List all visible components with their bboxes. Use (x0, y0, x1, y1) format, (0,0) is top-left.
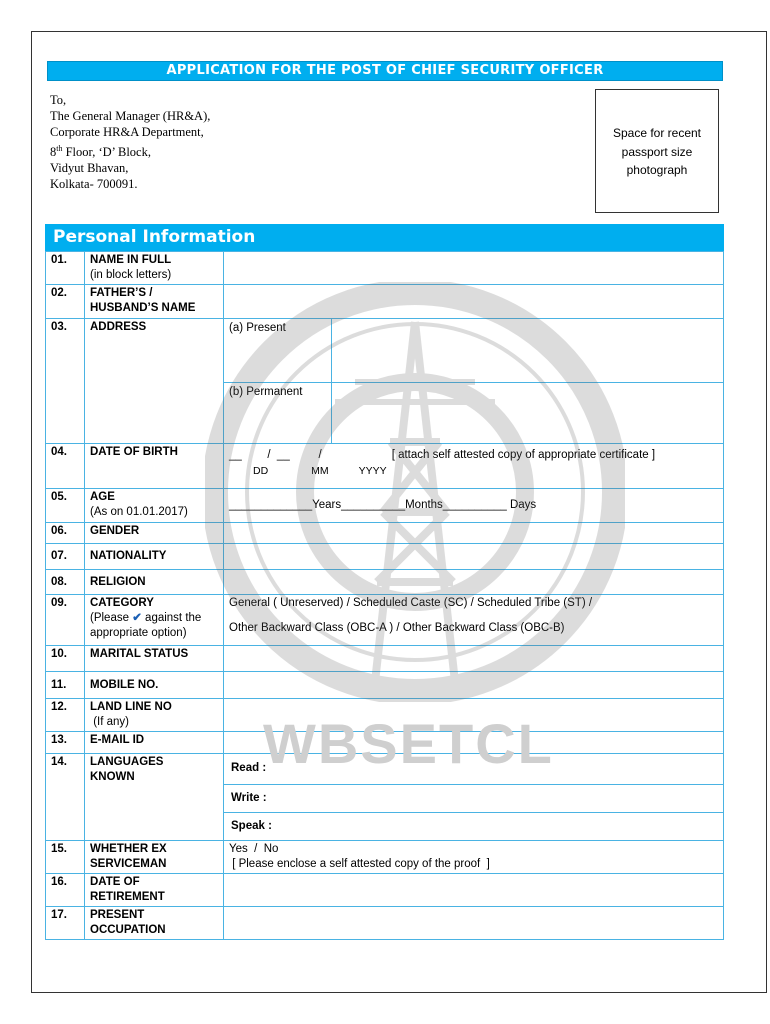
label-sub: (As on 01.01.2017) (90, 506, 188, 518)
label-address: ADDRESS (90, 321, 147, 333)
address-to: To, (50, 93, 67, 107)
email-field[interactable] (224, 732, 724, 754)
photo-box[interactable] (595, 89, 719, 213)
row-label (85, 595, 224, 646)
form-title: APPLICATION FOR THE POST OF CHIEF SECURITY OFFICER (47, 61, 723, 81)
mobile-field[interactable] (224, 672, 724, 699)
row-number: 08. (46, 570, 85, 595)
proof-note: [ Please enclose a self attested copy of the proof ] (229, 858, 490, 870)
label-retirement: RETIREMENT (90, 891, 165, 903)
row-number: 10. (46, 646, 85, 672)
address-cell (224, 319, 724, 444)
label-known: KNOWN (90, 771, 135, 783)
row-label (85, 732, 224, 754)
photo-text-line3: photograph (626, 163, 688, 177)
label-age: AGE (90, 491, 115, 503)
row-number: 01. (46, 252, 85, 285)
row-number: 16. (46, 874, 85, 907)
row-label (85, 646, 224, 672)
row-languages (46, 754, 724, 841)
ex-serviceman-field[interactable] (224, 841, 724, 874)
dob-dd: DD (253, 465, 269, 477)
label-ex-serviceman: WHETHER EX (90, 843, 167, 855)
label-present: PRESENT (90, 909, 145, 921)
photo-text-line2: passport size (621, 144, 693, 159)
retirement-field[interactable] (224, 874, 724, 907)
name-field[interactable] (224, 252, 724, 285)
address-floor-rest: Floor, ‘D’ Block, (62, 144, 151, 159)
gender-field[interactable] (224, 523, 724, 544)
row-gender (46, 523, 724, 544)
row-label (85, 672, 224, 699)
yes-no-option[interactable]: Yes / No (229, 843, 279, 855)
label-dob: DATE OF BIRTH (90, 446, 178, 458)
row-label (85, 489, 224, 523)
label-category: CATEGORY (90, 597, 154, 609)
row-number: 03. (46, 319, 85, 444)
personal-info-table (45, 251, 724, 940)
label-mobile: MOBILE NO. (90, 678, 159, 691)
label-religion: RELIGION (90, 575, 146, 588)
row-label (85, 699, 224, 732)
row-ex-serviceman (46, 841, 724, 874)
age-field[interactable] (224, 489, 724, 523)
label-email: E-MAIL ID (90, 734, 145, 746)
landline-field[interactable] (224, 699, 724, 732)
write-field[interactable]: Write : (224, 784, 723, 812)
dob-mm: MM (311, 465, 329, 477)
label-landline: LAND LINE NO (90, 701, 172, 713)
label-languages: LANGUAGES (90, 756, 164, 768)
label-serviceman: SERVICEMAN (90, 858, 167, 870)
label-sub: (If any) (90, 716, 129, 728)
dob-blanks: __ / __ / (229, 449, 322, 461)
dob-field[interactable] (224, 444, 724, 489)
address-floor-number: 8 (50, 144, 57, 159)
row-label (85, 252, 224, 285)
row-age (46, 489, 724, 523)
address-line2: Corporate HR&A Department, (50, 125, 204, 140)
category-field[interactable] (224, 595, 724, 646)
category-options-line1[interactable]: General ( Unreserved) / Scheduled Caste (SC) / Scheduled Tribe (ST) / (229, 597, 593, 609)
marital-status-field[interactable] (224, 646, 724, 672)
row-retirement (46, 874, 724, 907)
dob-yyyy: YYYY (358, 465, 387, 477)
section-personal-information: Personal Information (45, 224, 724, 251)
address-line5: Kolkata- 700091. (50, 177, 138, 192)
row-religion (46, 570, 724, 595)
row-label (85, 874, 224, 907)
row-label (85, 841, 224, 874)
watermark-text: WBSETCL (263, 712, 554, 775)
label-marital-status: MARITAL STATUS (90, 648, 189, 660)
dob-note: [ attach self attested copy of appropriate certificate ] (391, 449, 656, 461)
row-mobile (46, 672, 724, 699)
row-marital-status (46, 646, 724, 672)
row-category (46, 595, 724, 646)
row-number: 02. (46, 285, 85, 319)
label-nationality: NATIONALITY (90, 550, 167, 562)
row-label (85, 444, 224, 489)
nationality-field[interactable] (224, 544, 724, 570)
label-date-of: DATE OF (90, 876, 140, 888)
row-email (46, 732, 724, 754)
address-line1: The General Manager (HR&A), (50, 109, 211, 124)
address-floor-suffix: th (56, 143, 63, 153)
row-number: 09. (46, 595, 85, 646)
row-number: 05. (46, 489, 85, 523)
label-sub: (in block letters) (90, 269, 172, 281)
row-nationality (46, 544, 724, 570)
address-line4: Vidyut Bhavan, (50, 160, 129, 175)
row-dob (46, 444, 724, 489)
present-address-field[interactable] (332, 319, 724, 382)
row-landline (46, 699, 724, 732)
permanent-address-label: (b) Permanent (224, 382, 332, 443)
row-label (85, 523, 224, 544)
row-number: 11. (46, 672, 85, 699)
row-label (85, 319, 224, 444)
present-address-label: (a) Present (224, 319, 332, 382)
row-number: 17. (46, 907, 85, 940)
row-number: 13. (46, 732, 85, 754)
category-options-line2[interactable]: Other Backward Class (OBC-A ) / Other Backward Class (OBC-B) (229, 622, 565, 634)
address-line3 (50, 141, 210, 160)
label-name: NAME IN FULL (90, 254, 172, 266)
row-father-name (46, 285, 724, 319)
recipient-address (50, 92, 210, 192)
row-number: 15. (46, 841, 85, 874)
row-number: 04. (46, 444, 85, 489)
label-sub: (Please (90, 612, 129, 624)
age-blanks: _____________Years__________Months__________ Days (229, 499, 537, 511)
label-father: FATHER’S / (90, 287, 153, 299)
religion-field[interactable] (224, 570, 724, 595)
label-husband: HUSBAND’S NAME (90, 302, 196, 314)
row-label (85, 544, 224, 570)
row-label (85, 754, 224, 841)
row-label (85, 285, 224, 319)
label-sub: against the (145, 612, 202, 624)
row-number: 14. (46, 754, 85, 841)
label-occupation: OCCUPATION (90, 924, 166, 936)
row-label (85, 907, 224, 940)
row-number: 06. (46, 523, 85, 544)
languages-cell (224, 754, 724, 841)
row-number: 12. (46, 699, 85, 732)
label-gender: GENDER (90, 525, 140, 537)
row-address (46, 319, 724, 444)
permanent-address-field[interactable] (332, 382, 724, 443)
row-name (46, 252, 724, 285)
speak-field[interactable]: Speak : (231, 819, 272, 832)
occupation-field[interactable] (224, 907, 724, 940)
row-label (85, 570, 224, 595)
father-name-field[interactable] (224, 285, 724, 319)
photo-text-line1: Space for recent (612, 126, 702, 140)
checkmark-icon: ✔ (132, 612, 142, 624)
read-field[interactable]: Read : (224, 754, 723, 784)
row-occupation (46, 907, 724, 940)
label-sub: appropriate option) (90, 627, 187, 639)
row-number: 07. (46, 544, 85, 570)
